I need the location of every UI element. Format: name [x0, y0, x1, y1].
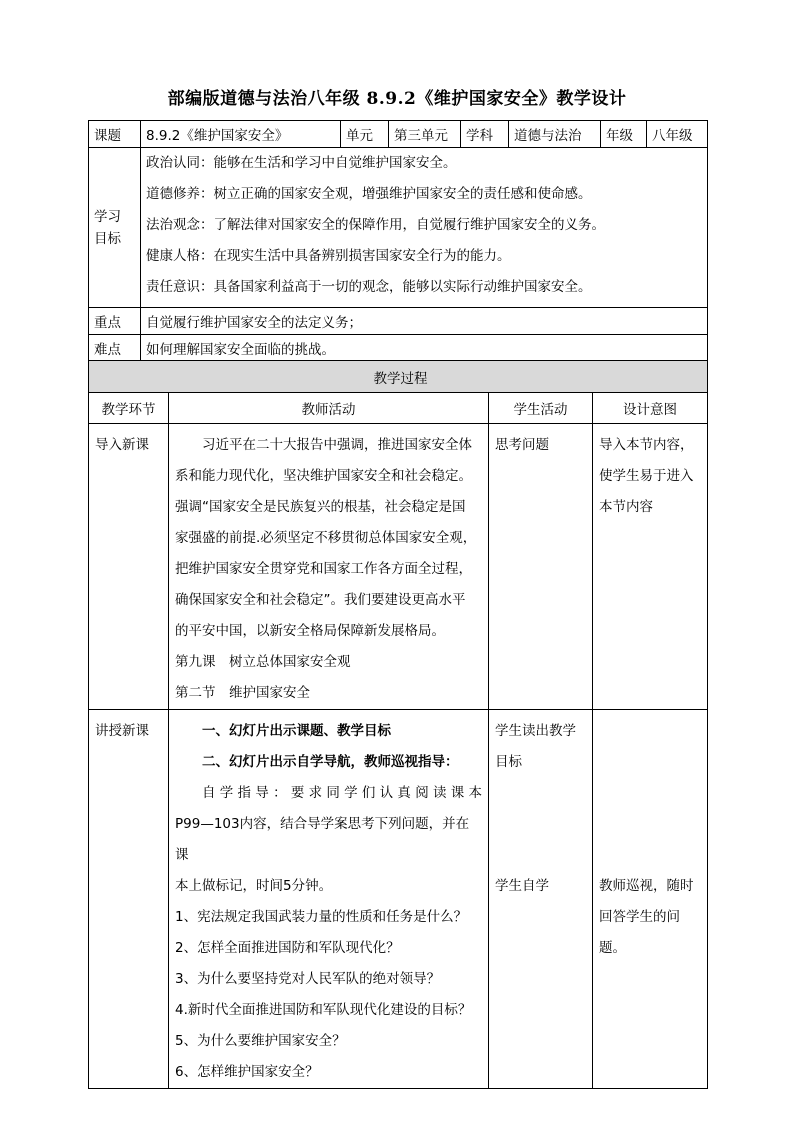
spacer	[599, 840, 701, 871]
teach-step-guide: 二、幻灯片出示自学导航，教师巡视指导：	[202, 754, 459, 770]
intro-intent-line: 导入本节内容，	[599, 437, 694, 453]
teach-student-activity	[489, 710, 593, 1089]
objectives-row	[89, 148, 708, 308]
intro-teacher-line: 强调“国家安全是民族复兴的根基，社会稳定是国	[175, 499, 466, 515]
unit-label: 单元	[341, 121, 389, 148]
teach-step-objectives: 一、幻灯片出示课题、教学目标	[202, 723, 391, 739]
teach-student-line: 学生读出教学	[495, 723, 576, 739]
objectives-label-line2: 目标	[94, 230, 121, 247]
intro-teacher-line: 的平安中国，以新安全格局保障新发展格局。	[175, 623, 445, 639]
header-student: 学生活动	[489, 393, 593, 424]
process-heading: 教学过程	[89, 361, 708, 393]
teach-question: 4.新时代全面推进国防和军队现代化建设的目标？	[175, 1002, 472, 1018]
teach-row	[89, 710, 708, 1089]
objectives-list	[141, 148, 708, 308]
intro-teacher-line: 把维护国家安全贯穿党和国家工作各方面全过程，	[175, 561, 472, 577]
teach-student-line: 目标	[495, 754, 522, 770]
spacer	[495, 840, 586, 871]
teach-stage	[89, 710, 169, 1089]
teach-guide-line: 自学指导：要求同学们认真阅读课本	[202, 785, 482, 801]
difficulty-label: 难点	[89, 335, 141, 362]
spacer	[599, 747, 701, 778]
document-title: 部编版道德与法治八年级 8.9.2《维护国家安全》教学设计	[167, 89, 627, 109]
teach-question: 2、怎样全面推进国防和军队现代化？	[175, 940, 400, 956]
objective-law: 法治观念：了解法律对国家安全的保障作用，自觉履行维护国家安全的义务。	[146, 217, 605, 233]
difficulty-row	[89, 335, 708, 362]
teach-teacher-activity	[169, 710, 489, 1089]
teach-question: 1、宪法规定我国武装力量的性质和任务是什么？	[175, 909, 468, 925]
lesson-info-table	[88, 120, 708, 362]
header-stage: 教学环节	[89, 393, 169, 424]
intro-student-text: 思考问题	[495, 437, 549, 453]
teach-stage-label: 讲授新课	[95, 723, 149, 739]
teach-guide-line: P99—103内容，结合导学案思考下列问题，并在课	[175, 816, 470, 863]
intro-section-heading: 第二节 维护国家安全	[175, 685, 310, 701]
objectives-label-line1: 学习	[94, 208, 121, 225]
intro-design-intent	[593, 424, 708, 710]
process-heading-row	[89, 361, 708, 393]
intro-teacher-activity	[169, 424, 489, 710]
teach-design-intent	[593, 710, 708, 1089]
lesson-label: 课题	[89, 121, 141, 148]
teach-student-self-study: 学生自学	[495, 878, 549, 894]
intro-intent-line: 本节内容	[599, 499, 653, 515]
objective-political: 政治认同：能够在生活和学习中自觉维护国家安全。	[146, 155, 457, 171]
intro-row	[89, 424, 708, 710]
intro-stage-label: 导入新课	[95, 437, 149, 453]
subject-value: 道德与法治	[509, 121, 601, 148]
intro-teacher-line: 系和能力现代化，坚决维护国家安全和社会稳定。	[175, 468, 472, 484]
objective-moral: 道德修养：树立正确的国家安全观，增强维护国家安全的责任感和使命感。	[146, 186, 592, 202]
intro-teacher-line: 家强盛的前提.必须坚定不移贯彻总体国家安全观，	[175, 530, 477, 546]
intro-teacher-line: 习近平在二十大报告中强调，推进国家安全体	[202, 437, 472, 453]
subject-label: 学科	[461, 121, 509, 148]
spacer	[599, 778, 701, 809]
intro-stage	[89, 424, 169, 710]
teach-question: 6、怎样维护国家安全？	[175, 1064, 319, 1080]
intro-teacher-line: 确保国家安全和社会稳定”。我们要建设更高水平	[175, 592, 466, 608]
teach-intent-line: 回答学生的问题。	[599, 909, 680, 956]
grade-value: 八年级	[647, 121, 708, 148]
lesson-info-row	[89, 121, 708, 148]
teaching-process-table	[88, 360, 708, 1089]
teach-question: 3、为什么要坚持党对人民军队的绝对领导？	[175, 971, 441, 987]
spacer	[599, 809, 701, 840]
header-intent: 设计意图	[593, 393, 708, 424]
intro-student-activity	[489, 424, 593, 710]
objectives-label	[89, 148, 141, 308]
unit-value: 第三单元	[389, 121, 461, 148]
teach-guide-line: 本上做标记，时间5分钟。	[175, 878, 333, 894]
teach-question: 5、为什么要维护国家安全？	[175, 1033, 346, 1049]
header-teacher: 教师活动	[169, 393, 489, 424]
spacer	[495, 809, 586, 840]
key-point-value: 自觉履行维护国家安全的法定义务；	[141, 308, 708, 335]
key-point-label: 重点	[89, 308, 141, 335]
spacer	[495, 778, 586, 809]
spacer	[599, 716, 701, 747]
difficulty-value: 如何理解国家安全面临的挑战。	[141, 335, 708, 362]
lesson-value: 8.9.2《维护国家安全》	[141, 121, 341, 148]
intro-intent-line: 使学生易于进入	[599, 468, 694, 484]
process-header-row	[89, 393, 708, 424]
key-point-row	[89, 308, 708, 335]
objective-responsibility: 责任意识：具备国家利益高于一切的观念，能够以实际行动维护国家安全。	[146, 279, 592, 295]
objective-personality: 健康人格：在现实生活中具备辨别损害国家安全行为的能力。	[146, 248, 511, 264]
teach-intent-line: 教师巡视，随时	[599, 878, 694, 894]
grade-label: 年级	[601, 121, 647, 148]
intro-lesson-heading: 第九课 树立总体国家安全观	[175, 654, 351, 670]
